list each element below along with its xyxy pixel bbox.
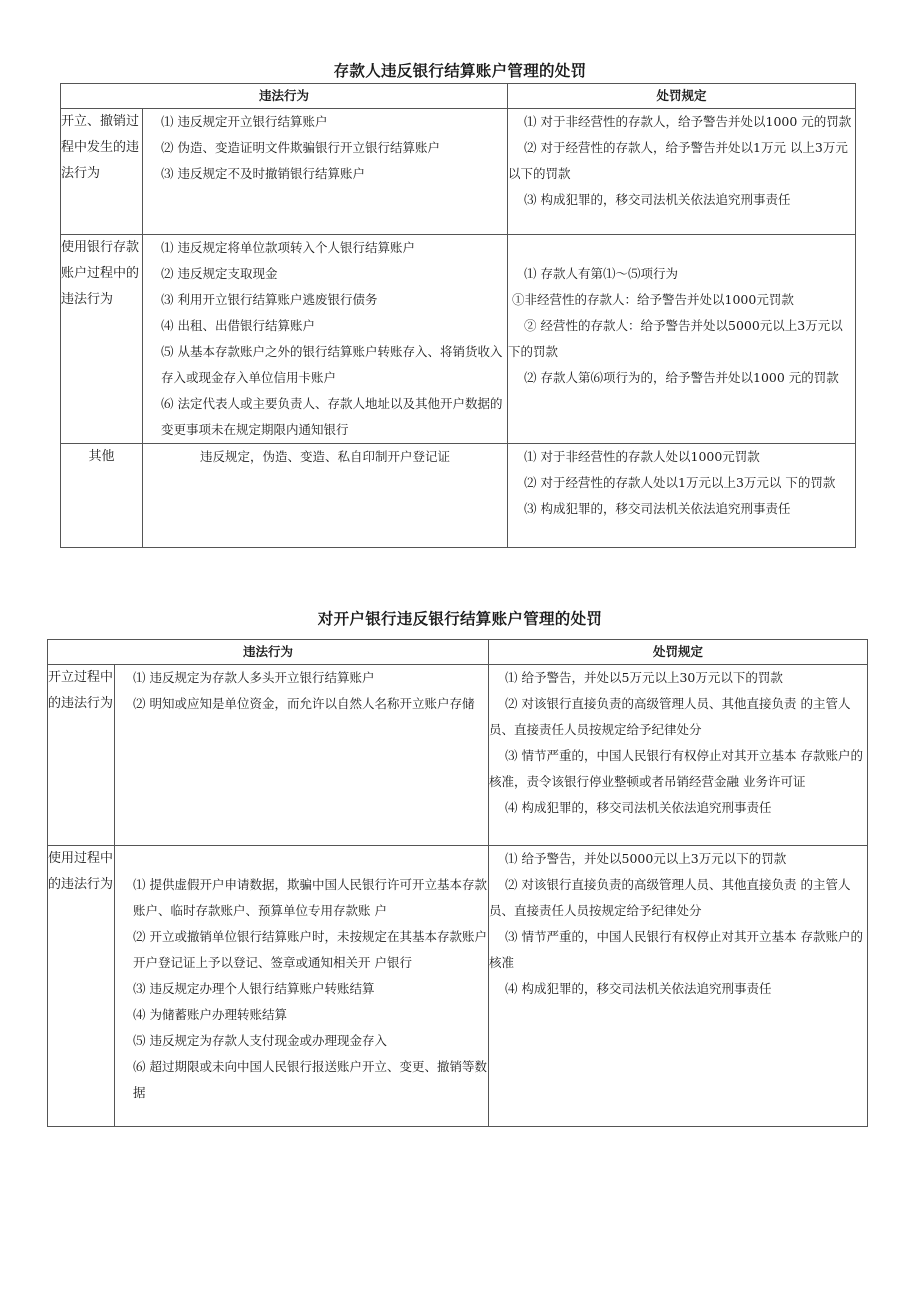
penalty-item: ⑷ 构成犯罪的，移交司法机关依法追究刑事责任 (505, 981, 772, 996)
penalty-item: ⑵ 对于经营性的存款人处以1万元以上3万元以 下的罚款 (524, 475, 836, 490)
row-category: 使用过程中的违法行为 (48, 846, 115, 1127)
header-violation: 违法行为 (61, 84, 508, 109)
penalty-item: ⑶ 构成犯罪的，移交司法机关依法追究刑事责任 (524, 192, 791, 207)
violation-cell (143, 235, 508, 444)
penalty-cell (508, 235, 856, 444)
penalty-item: ⑶ 构成犯罪的，移交司法机关依法追究刑事责任 (524, 501, 791, 516)
header-penalty: 处罚规定 (508, 84, 856, 109)
penalty-cell (508, 109, 856, 235)
violation-item: ⑶ 利用开立银行结算账户逃废银行债务 (161, 292, 378, 307)
penalty-item: ⑴ 存款人有第⑴～⑸项行为 (524, 266, 678, 281)
table-row (48, 665, 868, 846)
header-violation: 违法行为 (48, 640, 489, 665)
row-category: 开立、撤销过程中发生的违法行为 (61, 109, 143, 235)
table2-title: 对开户银行违反银行结算账户管理的处罚 (317, 610, 603, 628)
violation-item: ⑹ 法定代表人或主要负责人、存款人地址以及其他开户数据的变更事项未在规定期限内通知银行 (161, 396, 503, 437)
depositor-penalty-table (60, 83, 856, 548)
violation-item: ⑸ 违反规定为存款人支付现金或办理现金存入 (133, 1033, 387, 1048)
violation-item: ⑴ 提供虚假开户申请数据，欺骗中国人民银行许可开立基本存款账户、临时存款账户、预算单位专用存款账 户 (133, 877, 487, 918)
table-row (48, 846, 868, 1127)
penalty-item: ⑴ 对于非经营性的存款人，给予警告并处以1000 元的罚款 (524, 114, 852, 129)
penalty-item: ⑵ 存款人第⑹项行为的，给予警告并处以1000 元的罚款 (524, 370, 839, 385)
row-category: 开立过程中的违法行为 (48, 665, 115, 846)
violation-cell (143, 444, 508, 548)
table-row (61, 109, 856, 235)
violation-item: ⑷ 出租、出借银行结算账户 (161, 318, 315, 333)
table1-title: 存款人违反银行结算账户管理的处罚 (333, 62, 587, 80)
violation-item: ⑵ 明知或应知是单位资金，而允许以自然人名称开立账户存储 (133, 696, 475, 711)
penalty-cell (489, 665, 868, 846)
table-row (61, 444, 856, 548)
violation-item: ⑸ 从基本存款账户之外的银行结算账户转账存入、将销货收入存入或现金存入单位信用卡账户 (161, 344, 503, 385)
table-header-row (61, 84, 856, 109)
violation-item: ⑵ 违反规定支取现金 (161, 266, 278, 281)
bank-penalty-table (47, 639, 868, 1127)
penalty-item: ⑶ 情节严重的，中国人民银行有权停止对其开立基本 存款账户的核准，责令该银行停业整顿或者吊销经营金融 业务许可证 (489, 748, 863, 789)
violation-cell (115, 665, 489, 846)
header-penalty: 处罚规定 (489, 640, 868, 665)
violation-cell (143, 109, 508, 235)
violation-item: ⑹ 超过期限或未向中国人民银行报送账户开立、变更、撤销等数据 (133, 1059, 487, 1100)
violation-item: ⑴ 违反规定开立银行结算账户 (161, 114, 328, 129)
row-category: 使用银行存款账户过程中的违法行为 (61, 235, 143, 444)
penalty-item: ⑶ 情节严重的，中国人民银行有权停止对其开立基本 存款账户的核准 (489, 929, 863, 970)
violation-item: ⑵ 伪造、变造证明文件欺骗银行开立银行结算账户 (161, 140, 440, 155)
violation-item: ⑷ 为储蓄账户办理转账结算 (133, 1007, 287, 1022)
penalty-item: ⑵ 对该银行直接负责的高级管理人员、其他直接负责 的主管人员、直接责任人员按规定给予纪律处分 (489, 696, 851, 737)
penalty-item: ⑴ 给予警告，并处以5000元以上3万元以下的罚款 (505, 851, 787, 866)
penalty-item: ①非经营性的存款人：给予警告并处以1000元罚款 (512, 292, 794, 307)
penalty-item: ⑵ 对该银行直接负责的高级管理人员、其他直接负责 的主管人员、直接责任人员按规定给予纪律处分 (489, 877, 851, 918)
violation-item: ⑶ 违反规定不及时撤销银行结算账户 (161, 166, 365, 181)
table-row (61, 235, 856, 444)
penalty-item: ⑵ 对于经营性的存款人，给予警告并处以1万元 以上3万元以下的罚款 (508, 140, 848, 181)
table-header-row (48, 640, 868, 665)
penalty-item: ⑴ 给予警告，并处以5万元以上30万元以下的罚款 (505, 670, 783, 685)
penalty-item: ② 经营性的存款人：给予警告并处以5000元以上3万元以下的罚款 (508, 318, 843, 359)
violation-item: ⑵ 开立或撤销单位银行结算账户时，未按规定在其基本存款账户开户登记证上予以登记、签章或通知相关开 户银行 (133, 929, 487, 970)
violation-cell (115, 846, 489, 1127)
violation-item: ⑴ 违反规定为存款人多头开立银行结算账户 (133, 670, 375, 685)
penalty-item: ⑴ 对于非经营性的存款人处以1000元罚款 (524, 449, 760, 464)
violation-item: ⑶ 违反规定办理个人银行结算账户转账结算 (133, 981, 375, 996)
penalty-cell (489, 846, 868, 1127)
violation-item: ⑴ 违反规定将单位款项转入个人银行结算账户 (161, 240, 415, 255)
penalty-cell (508, 444, 856, 548)
row-category: 其他 (61, 444, 143, 548)
penalty-item: ⑷ 构成犯罪的，移交司法机关依法追究刑事责任 (505, 800, 772, 815)
violation-item: 违反规定，伪造、变造、私自印制开户登记证 (200, 449, 451, 464)
